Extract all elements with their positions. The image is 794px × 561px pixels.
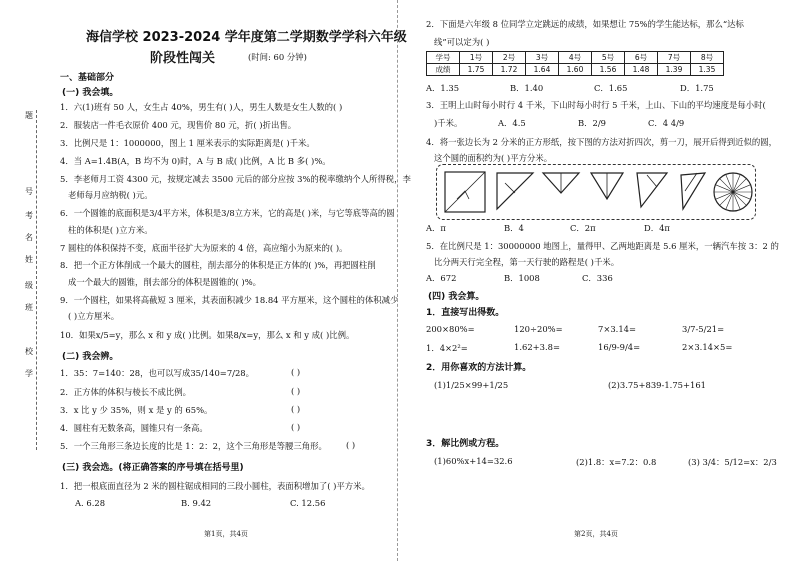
gutter-label: 班 (25, 303, 33, 312)
gutter-label: 校 (25, 347, 33, 356)
question-text: 3．比例尺是 1：1000000，图上 1 厘米表示的实际距离是( )千米。 (60, 138, 315, 148)
answer-paren[interactable]: ( ) (291, 386, 301, 396)
calc-item: (1)1/25×99+1/25 (434, 380, 509, 390)
table-cell: 8号 (691, 52, 724, 64)
table-cell: 1.39 (658, 64, 691, 76)
calc-item: 1.62+3.8= (514, 342, 561, 352)
answer-paren[interactable]: ( ) (291, 422, 301, 432)
table-cell: 1.75 (460, 64, 493, 76)
question-text: 3．王明上山时每小时行 4 千米，下山时每小时行 5 千米，上山、下山的平均速度是每小时( (426, 100, 766, 110)
subsection-heading: 1．直接写出得数。 (426, 308, 505, 318)
table-cell: 1.56 (592, 64, 625, 76)
option-c[interactable]: C．2π (570, 223, 596, 233)
subsection-heading: (一) 我会填。 (62, 88, 119, 98)
subsection-heading: 3．解比例或方程。 (426, 439, 505, 449)
option-a[interactable]: A．1.35 (426, 83, 460, 93)
option-a[interactable]: A．π (426, 223, 446, 233)
question-text: 4．圆柱有无数条高，圆锥只有一条高。 (60, 423, 208, 433)
gutter-label: 姓 (25, 255, 33, 264)
table-row (427, 64, 724, 76)
question-text: 8．把一个正方体削成一个最大的圆柱，削去部分的体积是正方体的( )%，再把圆柱削 (60, 260, 376, 270)
equation-item: (1)60%x+14=32.6 (434, 456, 513, 466)
page-footer: 第2页，共4页 (574, 530, 618, 538)
cut-step-icon (675, 169, 709, 215)
answer-paren[interactable]: ( ) (291, 367, 301, 377)
calc-item: 1．4×2²= (426, 343, 468, 353)
square-paper-icon (443, 169, 487, 215)
calc-item: 3/7-5/21= (682, 324, 725, 334)
question-text: 5．一个三角形三条边长度的比是 1：2：2，这个三角形是等腰三角形。 (60, 441, 327, 451)
question-text: 5．在比例尺是 1：30000000 地图上，量得甲、乙两地距离是 5.6 厘米，一辆汽车按 3：2 的 (426, 241, 779, 251)
option-b[interactable]: B．1.40 (510, 83, 544, 93)
table-cell: 2号 (493, 52, 526, 64)
option-c[interactable]: C．4 4/9 (648, 118, 685, 128)
equation-item: (2)1.8：x=7.2：0.8 (576, 457, 657, 467)
question-text: 柱的体积是( )立方米。 (68, 225, 153, 235)
binding-gutter (22, 110, 50, 450)
question-text: 2．下面是六年级 8 位同学立定跳远的成绩，如果想让 75%的学生能达标，那么“达标 (426, 19, 744, 29)
fold-step-2-icon (541, 169, 581, 215)
section-heading: (四) 我会算。 (428, 292, 485, 302)
option-a[interactable]: A. 6.28 (75, 498, 106, 508)
unfolded-circle-icon (711, 169, 755, 215)
table-cell: 6号 (625, 52, 658, 64)
score-table (426, 51, 724, 76)
table-cell: 1.64 (526, 64, 559, 76)
equation-item: (3) 3/4：5/12=x：2/3 (688, 457, 777, 467)
question-text: 4．将一张边长为 2 分米的正方形纸，按下图的方法对折四次，剪一刀，展开后得到近似的圆， (426, 137, 777, 147)
gutter-label: 学 (25, 369, 33, 378)
gutter-label: 名 (25, 233, 33, 242)
question-text: 1．把一根底面直径为 2 米的圆柱锯成相同的三段小圆柱，表面积增加了( )平方米。 (60, 481, 370, 491)
option-d[interactable]: D．4π (644, 223, 670, 233)
question-text: 5．李老师月工资 4300 元，按规定减去 3500 元后的部分应按 3%的税率缴纳个人所得税，李 (60, 174, 411, 184)
option-c[interactable]: C．336 (582, 273, 613, 283)
question-text: 9．一个圆柱，如果将高截短 3 厘米，其表面积减少 18.84 平方厘米，这个圆柱的体积减少 (60, 295, 399, 305)
calc-item: 2×3.14×5= (682, 342, 733, 352)
question-text: 这个圆的面积约为( )平方分米。 (434, 153, 553, 163)
table-cell: 1.48 (625, 64, 658, 76)
question-text: 3．x 比 y 少 35%，则 x 是 y 的 65%。 (60, 405, 213, 415)
calc-item: 200×80%= (426, 324, 475, 334)
option-a[interactable]: A．4.5 (498, 118, 526, 128)
answer-paren[interactable]: ( ) (346, 440, 356, 450)
option-a[interactable]: A．672 (426, 273, 457, 283)
calc-item: 7×3.14= (598, 324, 637, 334)
table-cell: 4号 (559, 52, 592, 64)
option-b[interactable]: B. 9.42 (181, 498, 212, 508)
gutter-label: 考 (25, 211, 33, 220)
question-text: 1．35：7=140：28，也可以写成35/140=7/28。 (60, 368, 255, 378)
table-cell: 7号 (658, 52, 691, 64)
option-b[interactable]: B．2/9 (578, 118, 607, 128)
subsection-heading: (二) 我会辨。 (62, 352, 119, 362)
option-c[interactable]: C. 12.56 (290, 498, 326, 508)
question-text: 2．正方体的体积与棱长不成比例。 (60, 387, 191, 397)
gutter-label: 级 (25, 281, 33, 290)
table-cell: 1号 (460, 52, 493, 64)
option-d[interactable]: D．1.75 (680, 83, 714, 93)
table-header-row (427, 52, 724, 64)
gutter-label: 号 (25, 187, 33, 196)
table-cell: 5号 (592, 52, 625, 64)
answer-paren[interactable]: ( ) (291, 404, 301, 414)
section-heading: 一、基础部分 (60, 73, 115, 83)
time-note: (时间: 60 分钟) (248, 52, 307, 62)
question-text: 比分两天行完全程，第一天行驶的路程是( )千米。 (434, 257, 620, 267)
question-text: 10．如果x/5=y，那么 x 和 y 成( )比例。如果8/x=y，那么 x 和 y 成( )比例。 (60, 330, 355, 340)
option-b[interactable]: B．4 (504, 223, 524, 233)
question-text: 6．一个圆锥的底面积是3/4平方米，体积是3/8立方米，它的高是( )米，与它等底等高的圆 (60, 208, 395, 218)
subsection-heading: (三) 我会选。(将正确答案的序号填在括号里) (62, 463, 244, 473)
option-c[interactable]: C．1.65 (594, 83, 628, 93)
question-text: 1．六(1)班有 50 人，女生占 40%，男生有( )人，男生人数是女生人数的( ) (60, 102, 343, 112)
table-cell: 3号 (526, 52, 559, 64)
table-cell: 1.72 (493, 64, 526, 76)
question-text: )千米。 (434, 118, 463, 128)
question-text: 7 圆柱的体积保持不变，底面半径扩大为原来的 4 倍，高应缩小为原来的( )。 (60, 243, 348, 253)
table-cell: 成绩 (427, 64, 460, 76)
calc-item: (2)3.75+839-1.75+161 (608, 380, 706, 390)
question-text: 成一个最大的圆锥，削去部分的体积是圆锥的( )%。 (68, 277, 262, 287)
option-b[interactable]: B．1008 (504, 273, 540, 283)
table-cell: 1.60 (559, 64, 592, 76)
question-text: 老师每月应纳税( )元。 (68, 190, 153, 200)
binding-line (36, 110, 37, 450)
fold-step-4-icon (633, 169, 671, 215)
exam-page-2 (397, 0, 794, 561)
exam-title: 海信学校 2023-2024 学年度第二学期数学学科六年级 (86, 30, 407, 45)
subsection-heading: 2．用你喜欢的方法计算。 (426, 363, 532, 373)
question-text: 2．服装店一件毛衣原价 400 元，现售价 80 元，折( )折出售。 (60, 120, 297, 130)
table-cell: 学号 (427, 52, 460, 64)
page-footer: 第1页，共4页 (204, 530, 248, 538)
table-cell: 1.35 (691, 64, 724, 76)
calc-item: 16/9-9/4= (598, 342, 641, 352)
fold-step-1-icon (495, 169, 535, 215)
calc-item: 120÷20%= (514, 324, 563, 334)
paper-folding-figure (436, 164, 756, 220)
gutter-label: 题 (25, 111, 33, 120)
fold-step-3-icon (587, 169, 627, 215)
question-text: 线”可以定为( ) (434, 37, 490, 47)
question-text: 4．当 A=1.4B(A，B 均不为 0)时，A 与 B 成( )比例，A 比 B 多( )%。 (60, 156, 331, 166)
exam-subtitle: 阶段性闯关 (150, 51, 216, 66)
question-text: ( )立方厘米。 (68, 311, 120, 321)
